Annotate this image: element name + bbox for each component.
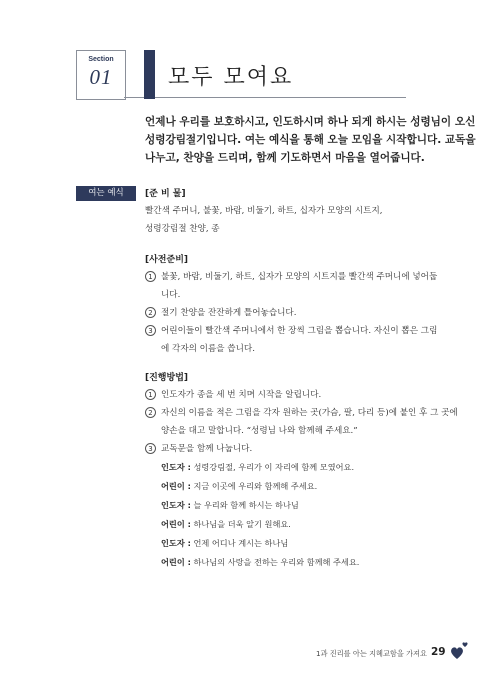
- intro-line: 나누고, 찬양을 드리며, 함께 기도하면서 마음을 열어줍니다.: [145, 152, 425, 164]
- speaker-label: 어린이 :: [161, 481, 191, 491]
- intro-line: 언제나 우리를 보호하시고, 인도하시며 하나 되게 하시는 성령님이 오신: [145, 116, 476, 128]
- footer-chapter-title: 1과 진리를 아는 지혜교함을 가져요: [316, 649, 427, 658]
- procedure-heading: [진행방법]: [145, 373, 189, 383]
- item-line: 자신의 이름을 적은 그림을 각자 원하는 곳(가슴, 팔, 다리 등)에 붙인 후 그 곳에: [161, 408, 458, 418]
- list-item: [145, 404, 458, 440]
- activity-content: [145, 186, 458, 572]
- page-title: 모두 모여요: [168, 65, 294, 90]
- hearts-icon: [448, 638, 472, 662]
- intro-paragraph: [145, 113, 476, 167]
- item-line: 교독문을 함께 나눕니다.: [161, 444, 253, 454]
- page-number: 29: [431, 646, 446, 658]
- section-badge: [76, 50, 126, 100]
- reading-line: [161, 553, 450, 572]
- circled-number: 2: [145, 407, 156, 418]
- materials-line: 성령강림절 찬양, 종: [145, 224, 220, 234]
- speaker-label: 인도자 :: [161, 500, 191, 510]
- responsive-reading: [145, 458, 450, 572]
- reading-line: [161, 477, 450, 496]
- reading-text: 하나님의 사랑을 전하는 우리와 함께해 주세요.: [190, 557, 360, 567]
- materials-heading: [준 비 물]: [145, 189, 186, 199]
- section-number: 01: [89, 65, 113, 89]
- speaker-label: 인도자 :: [161, 538, 191, 548]
- item-line: 니다.: [161, 290, 181, 300]
- preparation-section: [145, 252, 450, 358]
- circled-number: 3: [145, 325, 156, 336]
- item-line: 인도자가 종을 세 번 치며 시작을 알립니다.: [161, 390, 322, 400]
- section-label: Section: [88, 56, 114, 63]
- header-accent-bar: [144, 50, 155, 99]
- item-line: 양손을 대고 말합니다. “성령님 나와 함께해 주세요.”: [161, 426, 358, 436]
- circled-number: 1: [145, 389, 156, 400]
- procedure-section: [145, 370, 458, 572]
- reading-text: 지금 이곳에 우리와 함께해 주세요.: [190, 481, 318, 491]
- header-rule: [124, 97, 406, 98]
- list-item: [145, 386, 450, 404]
- reading-text: 늘 우리와 함께 하시는 하나님: [190, 500, 299, 510]
- circled-number: 3: [145, 443, 156, 454]
- materials-line: 빨간색 주머니, 불꽃, 바람, 비둘기, 하트, 십자가 모양의 시트지,: [145, 206, 383, 216]
- item-line: 에 각자의 이름을 씁니다.: [161, 344, 255, 354]
- reading-text: 언제 어디나 계시는 하나님: [190, 538, 289, 548]
- speaker-label: 인도자 :: [161, 462, 191, 472]
- list-item: [145, 268, 450, 304]
- intro-line: 성령강림절기입니다. 여는 예식을 통해 오늘 모임을 시작합니다. 교독을: [145, 134, 476, 146]
- circled-number: 2: [145, 307, 156, 318]
- speaker-label: 어린이 :: [161, 557, 191, 567]
- item-line: 불꽃, 바람, 비둘기, 하트, 십자가 모양의 시트지를 빨간색 주머니에 넣어둡: [161, 272, 438, 282]
- reading-line: [161, 458, 450, 477]
- item-line: 어린이들이 빨간색 주머니에서 한 장씩 그림을 뽑습니다. 자신이 뽑은 그림: [161, 326, 438, 336]
- list-item: [145, 322, 450, 358]
- reading-line: [161, 515, 450, 534]
- speaker-label: 어린이 :: [161, 519, 191, 529]
- list-item: [145, 440, 450, 458]
- materials-section: [145, 186, 450, 238]
- preparation-heading: [사전준비]: [145, 255, 189, 265]
- reading-text: 하나님을 더욱 알기 원해요.: [190, 519, 291, 529]
- item-line: 절기 찬양을 잔잔하게 틀어놓습니다.: [161, 308, 297, 318]
- reading-line: [161, 534, 450, 553]
- circled-number: 1: [145, 271, 156, 282]
- list-item: [145, 304, 450, 322]
- reading-line: [161, 496, 450, 515]
- activity-label: 여는 예식: [76, 186, 136, 201]
- reading-text: 성령강림절, 우리가 이 자리에 함께 모였어요.: [190, 462, 355, 472]
